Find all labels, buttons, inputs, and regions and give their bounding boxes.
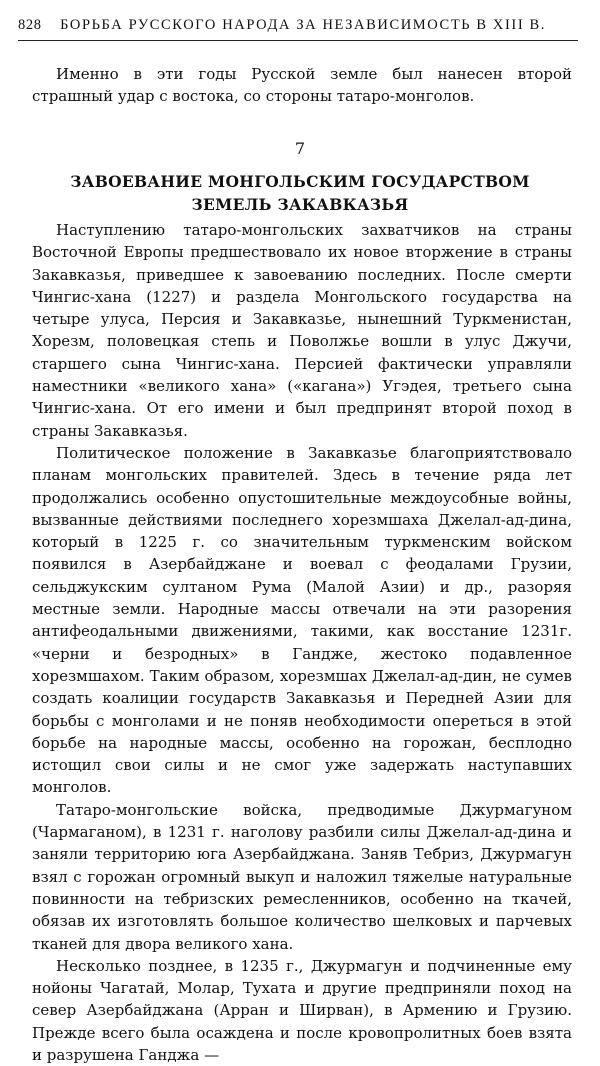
running-title: БОРЬБА РУССКОГО НАРОДА ЗА НЕЗАВИСИМОСТЬ В XIII В. bbox=[60, 17, 546, 33]
paragraph-2: Политическое положение в Закавказье благоприятствовало планам монгольских правителей. Здесь в течение ряда лет продолжались особенно опустошительные междоусобные войны, вызванные действиями последнего хорезмшаха Джелал-ад-дина, который в 1225 г. со значительным туркменским войском появился в Азербайджане и воевал с феодалами Грузии, сельджукским султаном Рума (Малой Азии) и др., разоряя местные земли. Народные массы отвечали на эти разорения антифеодальными движениями, такими, как восстание 1231г. «черни и безродных» в Гандже, жестоко подавленное хорезмшахом. Таким образом, хорезмшах Джелал-ад-дин, не сумев создать коалиции государств Закавказья и Передней Азии для борьбы с монголами и не поняв необходимости опереться в этой борьбе на народные массы, особенно на горожан, бесплодно истощил свои силы и не смог уже задержать наступавших монголов. bbox=[32, 443, 572, 797]
page-number: 828 bbox=[18, 17, 42, 33]
section-title-line-1: ЗАВОЕВАНИЕ МОНГОЛЬСКИМ ГОСУДАРСТВОМ bbox=[70, 172, 530, 191]
intro-paragraph: Именно в эти годы Русской земле был нанесен второй страшный удар с востока, со стороны татаро-монголов. bbox=[32, 65, 572, 106]
section-title bbox=[0, 170, 600, 216]
main-text bbox=[32, 219, 572, 1066]
paragraph-4: Несколько позднее, в 1235 г., Джурмагун и подчиненные ему нойоны Чагатай, Молар, Тухата и другие предприняли поход на север Азербайджана (Арран и Ширван), в Армению и Грузию. Прежде всего была осаждена и после кровопролитных боев взята и разрушена Ганджа — bbox=[32, 956, 572, 1064]
running-header bbox=[18, 17, 580, 34]
intro-block bbox=[32, 63, 572, 108]
section-title-line-2: ЗЕМЕЛЬ ЗАКАВКАЗЬЯ bbox=[191, 195, 409, 214]
paragraph-1: Наступлению татаро-монгольских захватчиков на страны Восточной Европы предшествовало их новое вторжение в страны Закавказья, приведшее к завоеванию последних. После смерти Чингис-хана (1227) и раздела Монгольского государства на четыре улуса, Персия и Закавказье, нынешний Туркменистан, Хорезм, половецкая степь и Поволжье вошли в улус Джучи, старшего сына Чингис-хана. Персией фактически управляли наместники «великого хана» («кагана») Угэдея, третьего сына Чингис-хана. От его имени и был предпринят второй поход в страны Закавказья. bbox=[32, 221, 572, 440]
paragraph-3: Татаро-монгольские войска, предводимые Джурмагуном (Чармаганом), в 1231 г. наголову разбили силы Джелал-ад-дина и заняли территорию юга Азербайджана. Заняв Тебриз, Джурмагун взял с горожан огромный выкуп и наложил тяжелые натуральные повинности на тебризских ремесленников, особенно на ткачей, обязав их изготовлять большое количество шелковых и парчевых тканей для двора великого хана. bbox=[32, 800, 572, 953]
section-number: 7 bbox=[294, 139, 306, 158]
header-rule bbox=[18, 40, 578, 41]
